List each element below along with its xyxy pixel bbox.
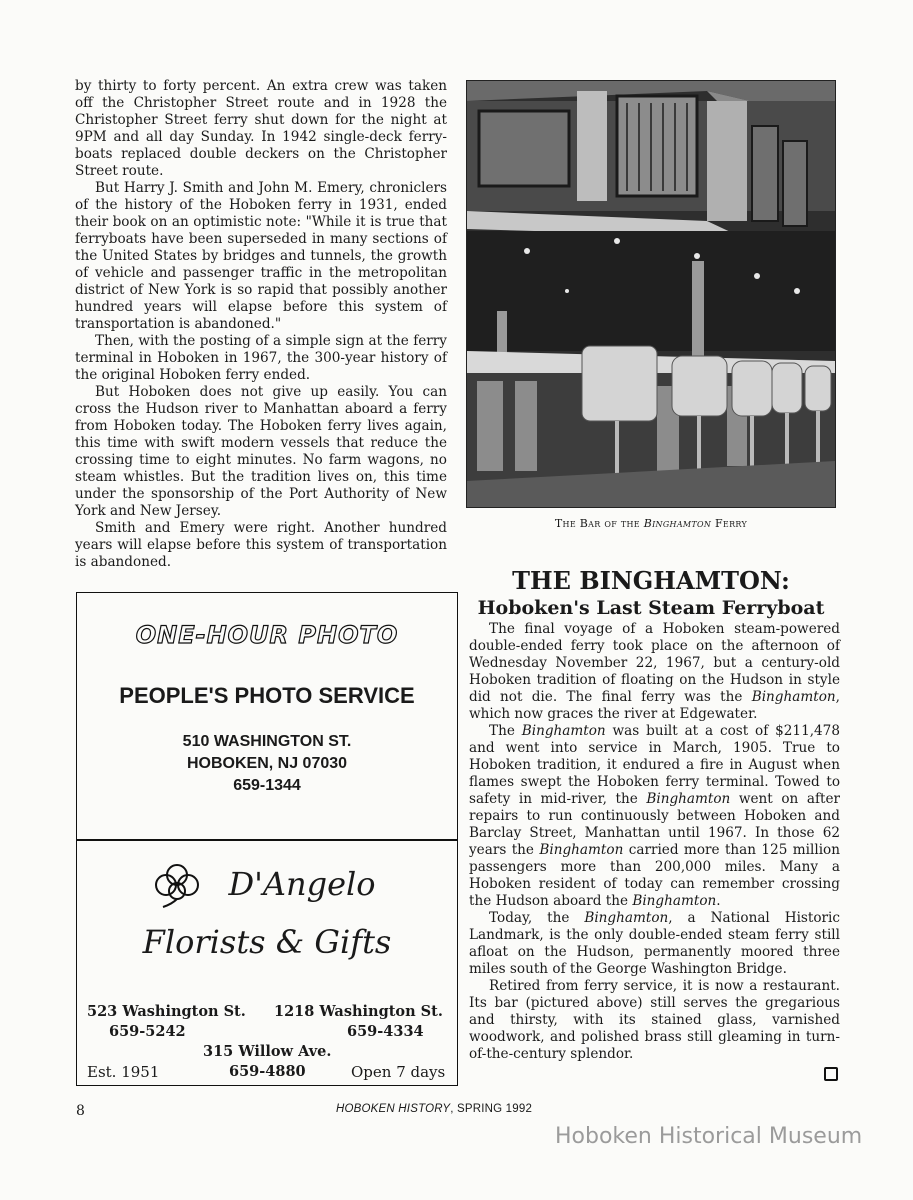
left-paragraph: Then, with the posting of a simple sign at the ferry terminal in Hoboken in 1967, the 300-year history of the original Hoboken ferry ended. (75, 333, 447, 383)
bar-photo (466, 80, 836, 508)
florist-name-line2: Florists & Gifts (142, 923, 392, 961)
florist-established: Est. 1951 (87, 1063, 160, 1081)
advertisement-box (76, 592, 458, 1086)
page-number: 8 (76, 1103, 85, 1119)
photo-ad-banner: ONE-HOUR PHOTO (135, 621, 399, 649)
article-subheadline: Hoboken's Last Steam Ferryboat (477, 597, 825, 619)
article-paragraph: Today, the Binghamton, a National Historic Landmark, is the only double-ended steam ferry still afloat on the Hudson, permanently moored three miles south of the George Washington Bridge. (469, 910, 840, 977)
article-headline: THE BINGHAMTON: (512, 566, 790, 595)
article-paragraph: Retired from ferry service, it is now a restaurant. Its bar (pictured above) still serves the gregarious and thirsty, with its stained glass, varnished woodwork, and polished brass still gleaming in turn-of-the-century splendor. (469, 978, 840, 1062)
florist-phone-3: 659-4880 (229, 1063, 306, 1080)
left-paragraph: But Harry J. Smith and John M. Emery, chroniclers of the history of the Hoboken ferry in 1931, ended their book on an optimistic note: "While it is true that ferryboats have been superseded in many sections of the United States by bridges and tunnels, the growth of vehicle and passenger traffic in the metropolitan district of New York is so rapid that possibly another hundred years will elapse before this system of transportation is abandoned." (75, 180, 447, 332)
left-column (75, 78, 447, 571)
florist-phone-2: 659-4334 (347, 1023, 424, 1040)
photo-ad-street: 510 WASHINGTON ST. (182, 733, 352, 750)
article-body (469, 621, 840, 1063)
photo-ad-city: HOBOKEN, NJ 07030 (186, 755, 348, 772)
publication-footer: HOBOKEN HISTORY, SPRING 1992 (336, 1103, 533, 1115)
photo-ad-phone: 659-1344 (233, 777, 301, 794)
florist-hours: Open 7 days (351, 1063, 446, 1081)
florist-phone-1: 659-5242 (109, 1023, 186, 1040)
florist-name-line1: D'Angelo (228, 865, 376, 903)
bar-photo-illustration (467, 81, 835, 507)
florist-address-2: 1218 Washington St. (274, 1003, 443, 1020)
florist-address-3: 315 Willow Ave. (203, 1043, 332, 1060)
article-paragraph: The Binghamton was built at a cost of $211,478 and went into service in March, 1905. True to Hoboken tradition, it endured a fire in August when flames swept the Hoboken ferry terminal. Towed to safety in mid-river, the Binghamton went on after repairs to run continuously between Hoboken and Barclay Street, Manhattan until 1967. In those 62 years the Binghamton carried more than 125 million passengers more than 200,000 miles. Many a Hoboken resident of today can remember crossing the Hudson aboard the Binghamton. (469, 723, 840, 909)
photo-caption: The Bar of the Binghamton Ferry (554, 517, 748, 530)
end-of-article-mark (824, 1067, 838, 1081)
museum-watermark: Hoboken Historical Museum (555, 1124, 863, 1149)
article-paragraph: The final voyage of a Hoboken steam-powered double-ended ferry took place on the afternoon of Wednesday November 22, 1967, but a century-old Hoboken tradition of floating on the Hudson in style did not die. The final ferry was the Binghamton, which now graces the river at Edgewater. (469, 621, 840, 722)
left-paragraph: But Hoboken does not give up easily. You can cross the Hudson river to Manhattan aboard a ferry from Hoboken today. The Hoboken ferry lives again, this time with swift modern vessels that reduce the crossing time to eight minutes. No farm wagons, no steam whistles. But the tradition lives on, this time under the sponsorship of the Port Authority of New York and New Jersey. (75, 384, 447, 519)
left-paragraph: Smith and Emery were right. Another hundred years will elapse before this system of transportation is abandoned. (75, 520, 447, 570)
ad-divider (77, 839, 457, 841)
left-paragraph: by thirty to forty percent. An extra crew was taken off the Christopher Street route and in 1928 the Christopher Street ferry shut down for the night at 9PM and all day Sunday. In 1942 single-deck ferry-boats replaced double deckers on the Christopher Street route. (75, 78, 447, 179)
photo-ad-business-name: PEOPLE'S PHOTO SERVICE (119, 683, 415, 708)
florist-address-1: 523 Washington St. (87, 1003, 246, 1020)
